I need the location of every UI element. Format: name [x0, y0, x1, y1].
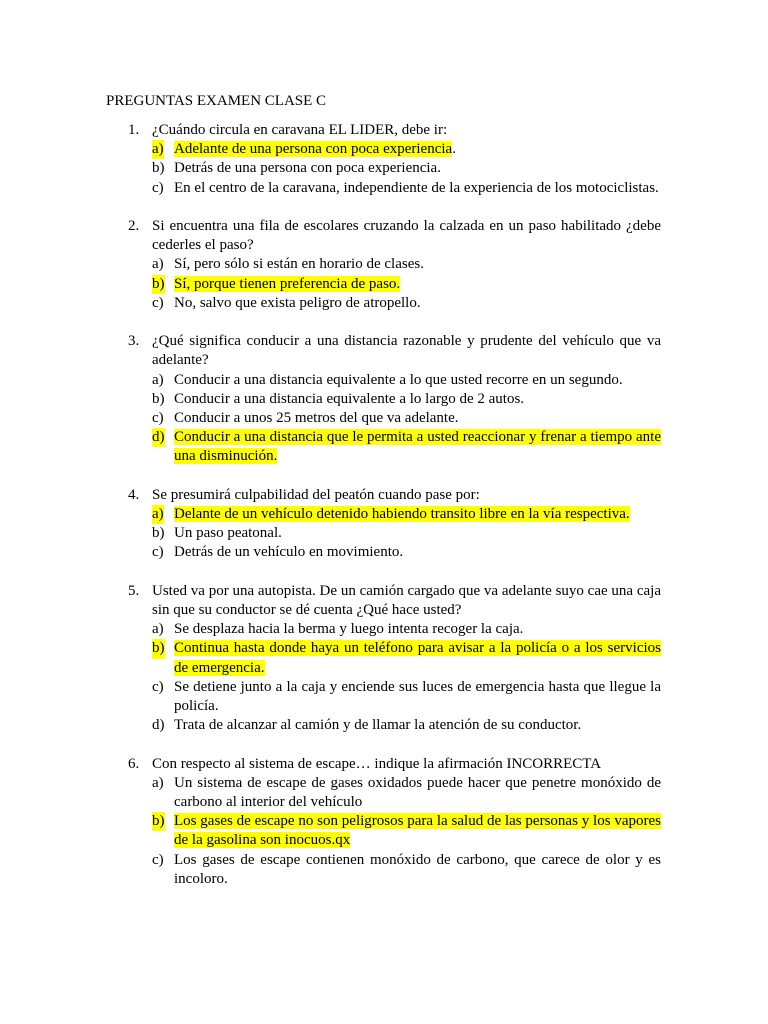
option-text: Se detiene junto a la caja y enciende sus luces de emergencia hasta que llegue la policía. [174, 678, 661, 715]
question-item [106, 217, 661, 313]
answer-option [152, 678, 661, 716]
answer-option [152, 774, 661, 812]
question-item [106, 582, 661, 736]
question-text: Usted va por una autopista. De un camión cargado que va adelante suyo cae una caja sin que su conductor se dé cuenta ¿Qué hace usted? [152, 582, 661, 619]
option-text: Un paso peatonal. [174, 525, 282, 542]
option-label: c) [152, 851, 164, 868]
option-label: c) [152, 544, 164, 561]
question-item [106, 332, 661, 466]
option-label: b) [152, 812, 165, 831]
answer-option [152, 255, 661, 274]
answer-option-highlighted [152, 140, 661, 159]
option-label: d) [152, 717, 165, 734]
question-text: Se presumirá culpabilidad del peatón cuando pase por: [152, 486, 480, 503]
option-text: Conducir a una distancia que le permita a usted reaccionar y frenar a tiempo ante una disminución. [174, 429, 661, 465]
option-label: c) [152, 410, 164, 427]
option-label: b) [152, 275, 165, 294]
option-text: Los gases de escape no son peligrosos para la salud de las personas y los vapores de la gasolina son inocuos.qx [174, 813, 661, 849]
question-item [106, 755, 661, 889]
option-label: c) [152, 294, 164, 311]
option-text: No, salvo que exista peligro de atropello. [174, 294, 421, 311]
question-text: Si encuentra una fila de escolares cruzando la calzada en un paso habilitado ¿debe cederles el paso? [152, 218, 661, 254]
question-number: 5. [128, 582, 140, 599]
option-label: a) [152, 774, 164, 791]
option-text: Conducir a una distancia equivalente a lo que usted recorre en un segundo. [174, 371, 623, 388]
answer-option-highlighted [152, 505, 661, 524]
option-text: Un sistema de escape de gases oxidados puede hacer que penetre monóxido de carbono al interior del vehículo [174, 774, 661, 811]
option-label: a) [152, 140, 164, 159]
answer-option [152, 371, 661, 390]
option-label: b) [152, 160, 165, 177]
answer-option [152, 851, 661, 889]
option-text: Sí, porque tienen preferencia de paso. [174, 275, 401, 292]
answer-option-highlighted [152, 812, 661, 850]
option-trailing-text: . [452, 141, 456, 158]
answer-option [152, 179, 661, 198]
answer-option [152, 524, 661, 543]
option-label: a) [152, 621, 164, 638]
question-text: ¿Qué significa conducir a una distancia razonable y prudente del vehículo que va adelante? [152, 333, 661, 369]
option-label: b) [152, 525, 165, 542]
answer-option [152, 543, 661, 562]
answer-option-highlighted [152, 428, 661, 466]
question-number: 4. [128, 486, 140, 503]
question-text: Con respecto al sistema de escape… indique la afirmación INCORRECTA [152, 755, 602, 772]
option-text: Conducir a unos 25 metros del que va adelante. [174, 410, 459, 427]
option-text: Se desplaza hacia la berma y luego intenta recoger la caja. [174, 621, 524, 638]
question-text: ¿Cuándo circula en caravana EL LIDER, debe ir: [152, 122, 448, 138]
answer-option [152, 294, 661, 313]
question-item [106, 121, 661, 198]
answer-option [152, 159, 661, 178]
option-label: b) [152, 639, 165, 658]
answer-option-highlighted [152, 275, 661, 294]
page-title: PREGUNTAS EXAMEN CLASE C [106, 93, 327, 109]
option-label: d) [152, 428, 165, 447]
option-text: Trata de alcanzar al camión y de llamar la atención de su conductor. [174, 717, 582, 734]
option-text: Continua hasta donde haya un teléfono para avisar a la policía o a los servicios de emergencia. [174, 640, 661, 676]
answer-option-highlighted [152, 639, 661, 677]
option-label: a) [152, 371, 164, 388]
option-label: a) [152, 505, 164, 524]
question-list [106, 121, 661, 908]
question-number: 2. [128, 218, 140, 234]
option-label: c) [152, 179, 164, 196]
question-number: 6. [128, 755, 140, 772]
option-text: Detrás de una persona con poca experiencia. [174, 160, 441, 177]
answer-option [152, 620, 661, 639]
answer-option [152, 390, 661, 409]
option-text: Detrás de un vehículo en movimiento. [174, 544, 404, 561]
option-text: Los gases de escape contienen monóxido de carbono, que carece de olor y es incoloro. [174, 851, 661, 887]
question-item [106, 486, 661, 563]
option-text: Conducir a una distancia equivalente a lo largo de 2 autos. [174, 390, 525, 407]
option-label: a) [152, 256, 164, 273]
answer-option [152, 409, 661, 428]
option-text: Sí, pero sólo si están en horario de clases. [174, 256, 424, 273]
option-label: c) [152, 678, 164, 695]
option-label: b) [152, 390, 165, 407]
question-number: 3. [128, 333, 140, 350]
question-number: 1. [128, 122, 140, 138]
option-text: Delante de un vehículo detenido habiendo transito libre en la vía respectiva. [174, 506, 630, 523]
option-text: Adelante de una persona con poca experiencia [174, 141, 453, 158]
option-text: En el centro de la caravana, independiente de la experiencia de los motociclistas. [174, 179, 659, 196]
answer-option [152, 716, 661, 735]
